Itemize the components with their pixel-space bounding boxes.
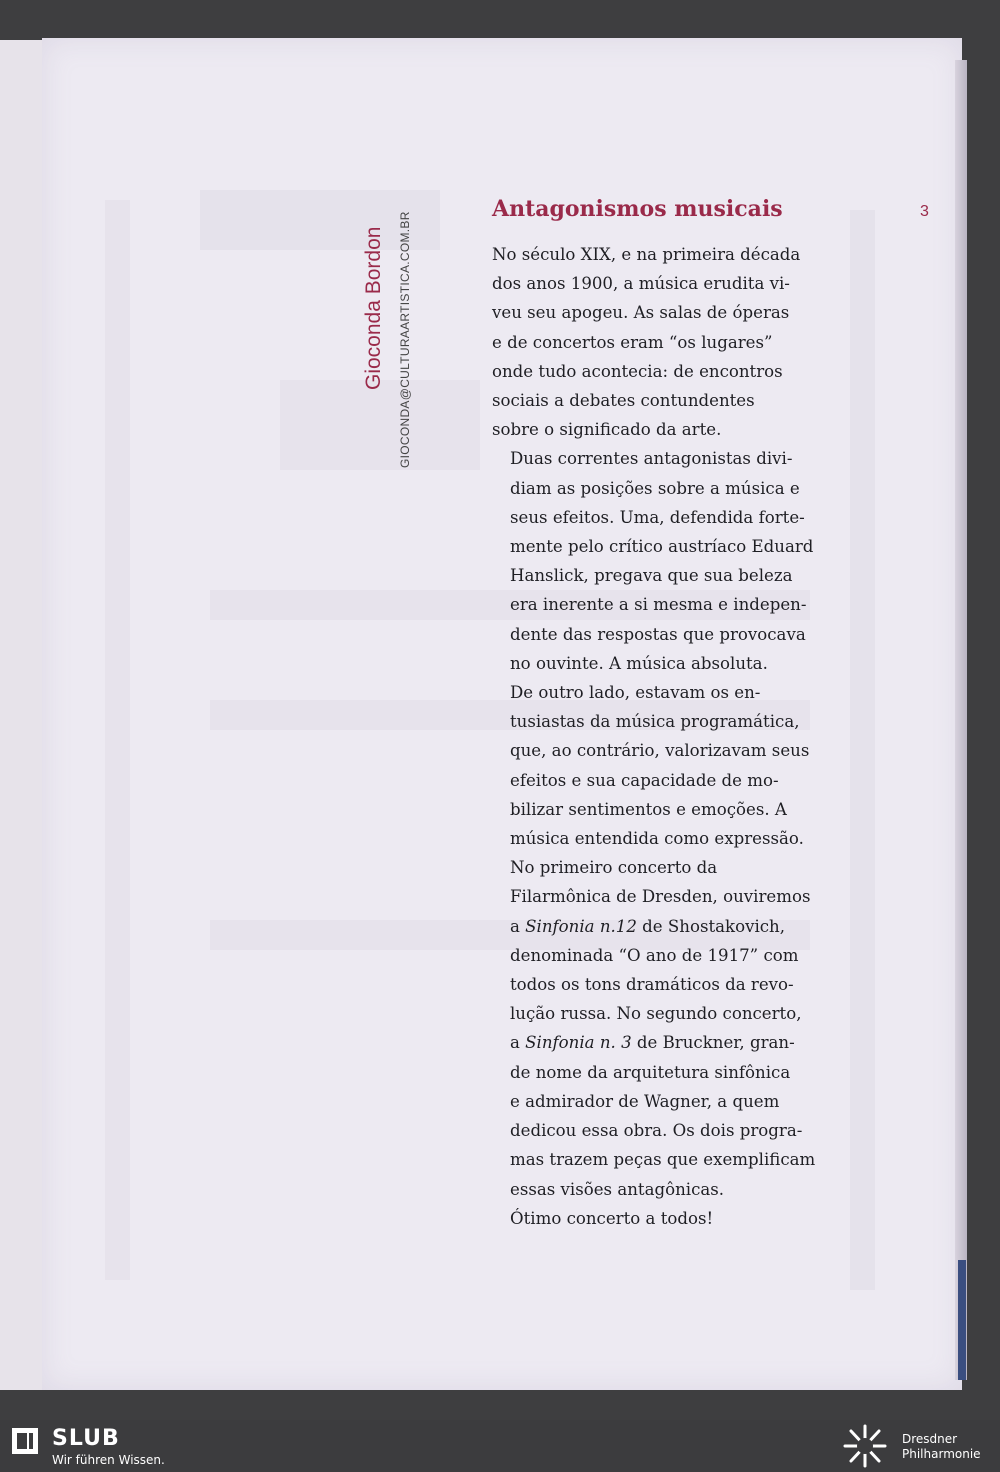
- text-line: mas trazem peças que exemplificam: [510, 1150, 816, 1170]
- paragraph: [492, 444, 837, 678]
- text-line: De outro lado, estavam os en-: [510, 683, 761, 703]
- text-line: tusiastas da música programática,: [510, 712, 800, 732]
- text-line: [492, 1028, 837, 1057]
- text-line: Hanslick, pregava que sua beleza: [510, 566, 793, 586]
- text-line: dos anos 1900, a música erudita vi-: [492, 274, 790, 294]
- text-line: mente pelo crítico austríaco Eduard: [510, 537, 814, 557]
- text-line: denominada “O ano de 1917” com: [510, 945, 799, 965]
- text-line: e admirador de Wagner, a quem: [510, 1091, 780, 1111]
- paragraph: [492, 1204, 837, 1233]
- dresdner-philharmonie-logo-icon: [840, 1423, 890, 1469]
- text-segment: a: [510, 1033, 526, 1053]
- text-line: dedicou essa obra. Os dois progra-: [510, 1121, 803, 1141]
- article-body: [492, 240, 837, 1233]
- footer-bar: [0, 1420, 1000, 1472]
- page-number: 3: [920, 203, 929, 220]
- partner-name-line1: Dresdner: [902, 1432, 958, 1446]
- italic-work-title: Sinfonia n.12: [525, 916, 637, 936]
- text-line: sobre o significado da arte.: [492, 420, 722, 440]
- text-line: era inerente a si mesma e indepen-: [510, 595, 807, 615]
- text-line: todos os tons dramáticos da revo-: [510, 975, 794, 995]
- text-line: dente das respostas que provocava: [510, 624, 806, 644]
- italic-work-title: Sinfonia n. 3: [525, 1033, 632, 1053]
- text-line: seus efeitos. Uma, defendida forte-: [510, 507, 805, 527]
- author-name: Gioconda Bordon: [362, 226, 385, 390]
- article-title: Antagonismos musicais: [492, 196, 783, 222]
- author-credit: [362, 210, 432, 470]
- text-segment: de Bruckner, gran-: [631, 1033, 795, 1053]
- paragraph: [492, 240, 837, 444]
- text-line: diam as posições sobre a música e: [510, 478, 800, 498]
- text-line: que, ao contrário, valorizavam seus: [510, 741, 810, 761]
- library-name: SLUB: [52, 1426, 120, 1451]
- text-segment: a: [510, 916, 526, 936]
- cover-edge: [958, 1260, 966, 1380]
- text-line: No século XIX, e na primeira década: [492, 245, 801, 264]
- facing-page-edge: [0, 40, 45, 1390]
- text-line: e de concertos eram “os lugares”: [492, 332, 773, 352]
- partner-name-line2: Philharmonie: [902, 1447, 981, 1461]
- text-line: efeitos e sua capacidade de mo-: [510, 770, 779, 790]
- text-line: [492, 912, 837, 941]
- text-line: Filarmônica de Dresden, ouviremos: [510, 887, 811, 907]
- text-segment: de Shostakovich,: [636, 916, 786, 936]
- text-line: de nome da arquitetura sinfônica: [510, 1062, 791, 1082]
- text-line: Ótimo concerto a todos!: [510, 1208, 714, 1228]
- slub-logo-icon: [12, 1428, 38, 1454]
- text-line: música entendida como expressão.: [510, 829, 804, 849]
- page-stack-edge: [955, 60, 967, 1380]
- text-line: veu seu apogeu. As salas de óperas: [492, 303, 790, 323]
- text-line: no ouvinte. A música absoluta.: [510, 653, 768, 673]
- paragraph: [492, 853, 837, 1203]
- text-line: bilizar sentimentos e emoções. A: [510, 799, 787, 819]
- text-line: sociais a debates contundentes: [492, 391, 755, 411]
- paragraph: [492, 678, 837, 853]
- text-line: essas visões antagônicas.: [510, 1179, 725, 1199]
- library-tagline: Wir führen Wissen.: [52, 1453, 165, 1467]
- text-line: Duas correntes antagonistas divi-: [510, 449, 793, 469]
- text-line: onde tudo acontecia: de encontros: [492, 361, 783, 381]
- text-line: No primeiro concerto da: [510, 858, 718, 878]
- text-line: lução russa. No segundo concerto,: [510, 1004, 802, 1024]
- author-email: GIOCONDA@CULTURAARTISTICA.COM.BR: [398, 211, 412, 468]
